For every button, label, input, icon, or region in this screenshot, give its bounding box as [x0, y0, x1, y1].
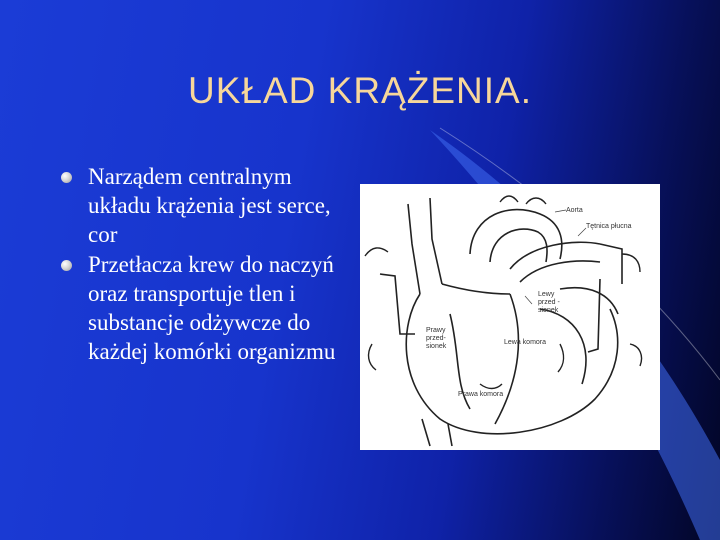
label-right-atrium-2: przed- [426, 335, 446, 342]
bullet-icon [61, 172, 72, 183]
slide-title: UKŁAD KRĄŻENIA. [188, 70, 532, 111]
label-left-atrium-1: Lewy [538, 291, 555, 298]
label-right-ventricle: Prawa komora [458, 391, 504, 398]
bullet-text: Narządem centralnym układu krążenia jest serce, cor [88, 164, 331, 247]
heart-diagram [360, 184, 660, 450]
label-left-atrium-3: sionek [538, 307, 559, 314]
bullet-item [60, 162, 360, 249]
label-right-atrium-1: Prawy [426, 327, 446, 334]
bullet-icon [61, 260, 72, 271]
label-left-ventricle: Lewa komora [504, 339, 547, 346]
bullet-item [60, 250, 360, 366]
bullet-list [60, 162, 360, 367]
label-aorta: Aorta [566, 207, 583, 214]
bullet-text: Przetłacza krew do naczyń oraz transportuje tlen i substancje odżywcze do każdej komórki organizmu [88, 252, 336, 364]
heart-cross-section-drawing [360, 184, 660, 450]
label-pulmonary-artery: Tętnica płucna [586, 223, 632, 230]
label-left-atrium-2: przed - [538, 299, 560, 306]
label-right-atrium-3: sionek [426, 343, 447, 350]
